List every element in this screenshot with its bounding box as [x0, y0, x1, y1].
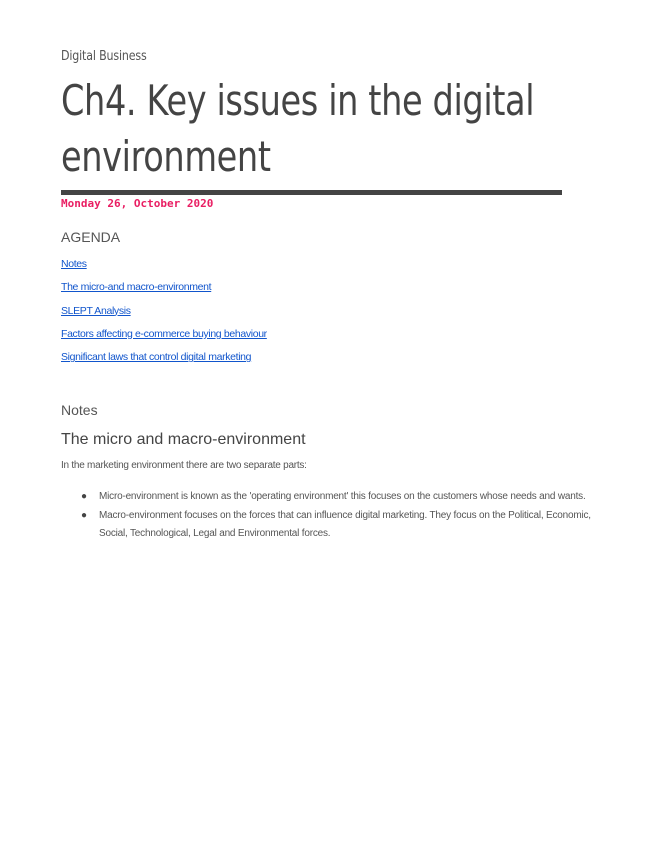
- bullet-icon: ●: [81, 509, 87, 521]
- section-intro: In the marketing environment there are two separate parts:: [61, 460, 307, 471]
- bullet-list: [81, 488, 599, 544]
- notes-heading: Notes: [61, 402, 98, 418]
- agenda-link-micro-macro[interactable]: The micro-and macro-environment: [61, 281, 212, 294]
- document-date: Monday 26, October 2020: [61, 197, 214, 210]
- agenda-heading: AGENDA: [61, 229, 121, 245]
- agenda-item: [61, 326, 267, 349]
- bullet-icon: ●: [81, 491, 87, 502]
- list-item-text: Micro-environment is known as the 'operating environment' this focuses on the customers whose needs and wants.: [99, 491, 586, 502]
- agenda-item: [61, 256, 267, 279]
- document-title: Ch4. Key issues in the digital environment: [61, 76, 535, 181]
- agenda-item: [61, 303, 267, 326]
- list-item-text: Macro-environment focuses on the forces that can influence digital marketing. They focus on the Political, Economic, Social, Technological, Legal and Environmental forces.: [99, 509, 591, 539]
- list-item: [81, 507, 599, 544]
- agenda-link-ecommerce-factors[interactable]: Factors affecting e-commerce buying behaviour: [61, 327, 267, 340]
- document-subtitle: Digital Business: [61, 48, 147, 64]
- title-divider: [61, 190, 562, 195]
- list-item: [81, 488, 599, 507]
- agenda-link-slept[interactable]: SLEPT Analysis: [61, 304, 131, 317]
- agenda-link-notes[interactable]: Notes: [61, 258, 87, 270]
- section-heading-micro-macro: The micro and macro-environment: [61, 431, 306, 448]
- agenda-link-laws[interactable]: Significant laws that control digital marketing: [61, 351, 252, 364]
- agenda-list: [61, 256, 267, 372]
- agenda-item: [61, 349, 267, 372]
- agenda-item: [61, 279, 267, 302]
